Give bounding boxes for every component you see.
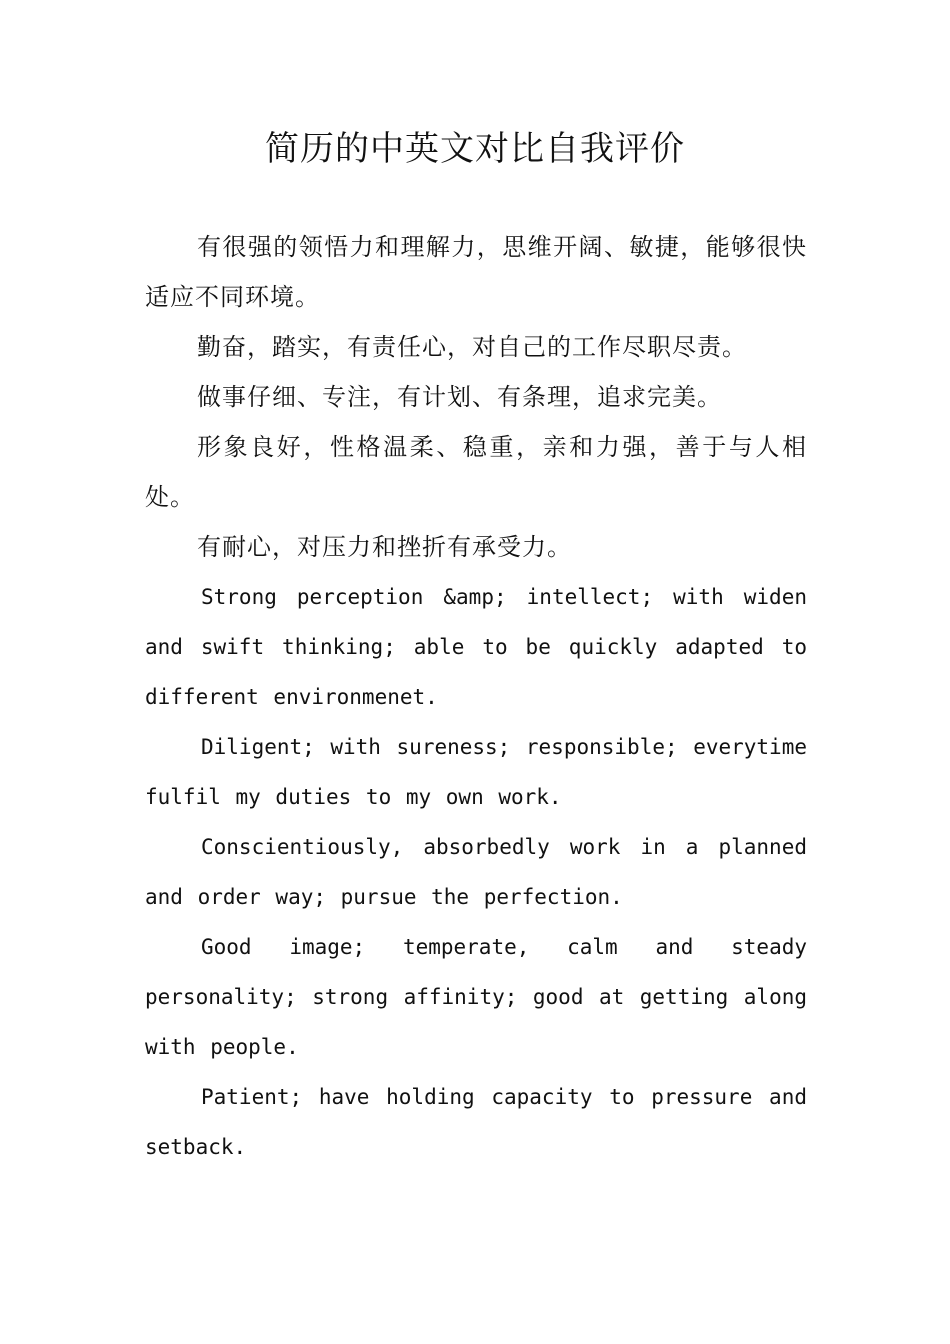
chinese-paragraph: 勤奋，踏实，有责任心，对自己的工作尽职尽责。 [197,333,747,361]
document-title: 简历的中英文对比自我评价 [265,129,685,169]
english-paragraph: Strong perception &amp; intellect; with widen and swift thinking; able to be quickly adapted to different environmenet. [145,585,807,709]
chinese-paragraph: 有很强的领悟力和理解力，思维开阔、敏捷，能够很快适应不同环境。 [145,233,807,311]
document-body [145,222,807,1172]
chinese-paragraph: 形象良好，性格温柔、稳重，亲和力强，善于与人相处。 [145,433,807,511]
english-paragraph: Good image; temperate, calm and steady personality; strong affinity; good at getting along with people. [145,935,807,1059]
english-paragraph: Diligent; with sureness; responsible; everytime fulfil my duties to my own work. [145,735,807,809]
english-paragraph: Conscientiously, absorbedly work in a planned and order way; pursue the perfection. [145,835,807,909]
chinese-paragraph: 做事仔细、专注，有计划、有条理，追求完美。 [197,383,722,411]
chinese-paragraph: 有耐心，对压力和挫折有承受力。 [197,533,572,561]
english-paragraph: Patient; have holding capacity to pressure and setback. [145,1085,807,1159]
